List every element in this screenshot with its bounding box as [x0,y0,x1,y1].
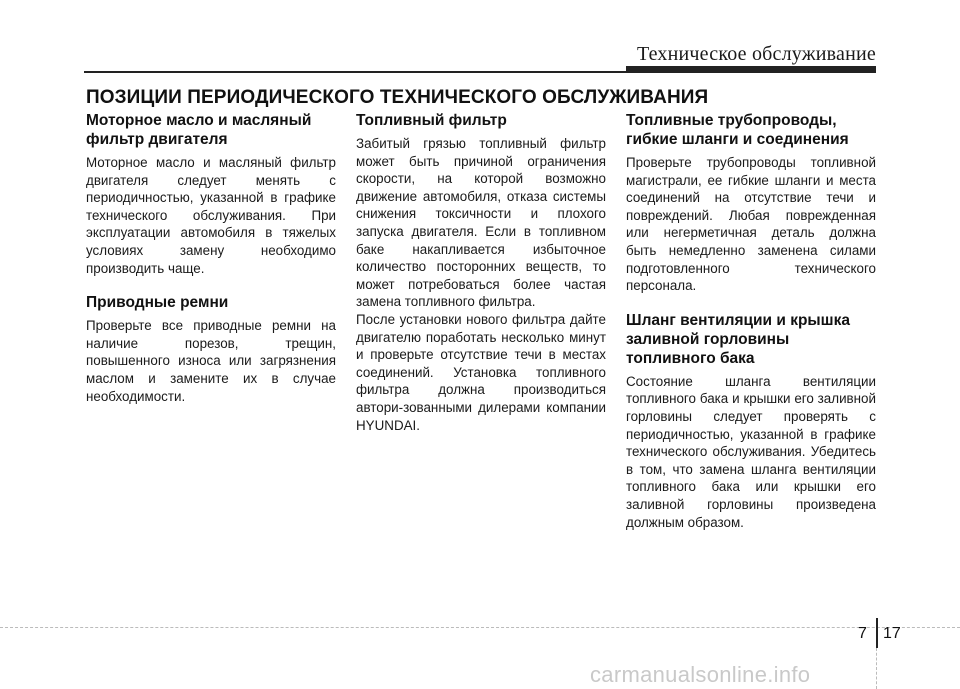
heading-engine-oil: Моторное масло и масляный фильтр двигателя [86,112,312,148]
header-rule [84,71,626,73]
paragraph-fuel-filter: Забитый грязью топливный фильтр может быть причиной ограничения скорости, на которой возможно движение автомобиля, отказа системы снижения токсичности и плохого запуска двигателя. Если в топливном баке накапливается избыточное количество посторонних веществ, то может потребоваться более частая замена топливного фильтра. [356,136,606,310]
chapter-number: 7 [858,625,867,642]
footer-crop-rule [0,627,960,628]
page-number: 17 [883,625,901,642]
page-number-separator [876,618,878,648]
heading-fuel-filter: Топливный фильтр [356,112,507,129]
paragraph-engine-oil: Моторное масло и масляный фильтр двигателя следует менять с периодичностью, указанной в графике технического обслуживания. При эксплуатации автомобиля в тяжелых условиях замену необходимо производить чаще. [86,155,336,276]
heading-vent-hose: Шланг вентиляции и крышка заливной горловины топливного бака [626,311,850,367]
column-left [86,111,336,405]
paragraph-drive-belts: Проверьте все приводные ремни на наличие порезов, трещин, повышенного износа или загрязнения маслом и замените их в случае необходимости. [86,318,336,404]
watermark: carmanualsonline.info [590,662,811,687]
column-middle [356,111,606,434]
paragraph-vent-hose: Состояние шланга вентиляции топливного бака и крышки его заливной горловины следует проверять с периодичностью, указанной в графике технического обслуживания. Убедитесь в том, что замена шланга вентиляции топливного бака или крышки его заливной горловины произведена должным образом. [626,373,876,530]
heading-fuel-lines: Топливные трубопроводы, гибкие шланги и соединения [626,112,849,148]
header-bar [626,66,876,73]
paragraph-fuel-lines: Проверьте трубопроводы топливной магистрали, ее гибкие шланги и места соединений на отсутствие течи и повреждений. Любая поврежденная или негерметичная деталь должна быть немедленно заменена силами подготовленного технического персонала. [626,155,876,294]
section-title: ПОЗИЦИИ ПЕРИОДИЧЕСКОГО ТЕХНИЧЕСКОГО ОБСЛУЖИВАНИЯ [86,87,709,108]
column-right [626,111,876,531]
crop-mark-vertical [876,648,877,689]
chapter-header-title: Техническое обслуживание [636,43,876,65]
paragraph-fuel-filter-install: После установки нового фильтра дайте двигателю поработать несколько минут и проверьте отсутствие течи в местах соединений. Установка топливного фильтра должна производиться автори-зованными дилерами компании HYUNDAI. [356,311,606,433]
heading-drive-belts: Приводные ремни [86,294,229,312]
